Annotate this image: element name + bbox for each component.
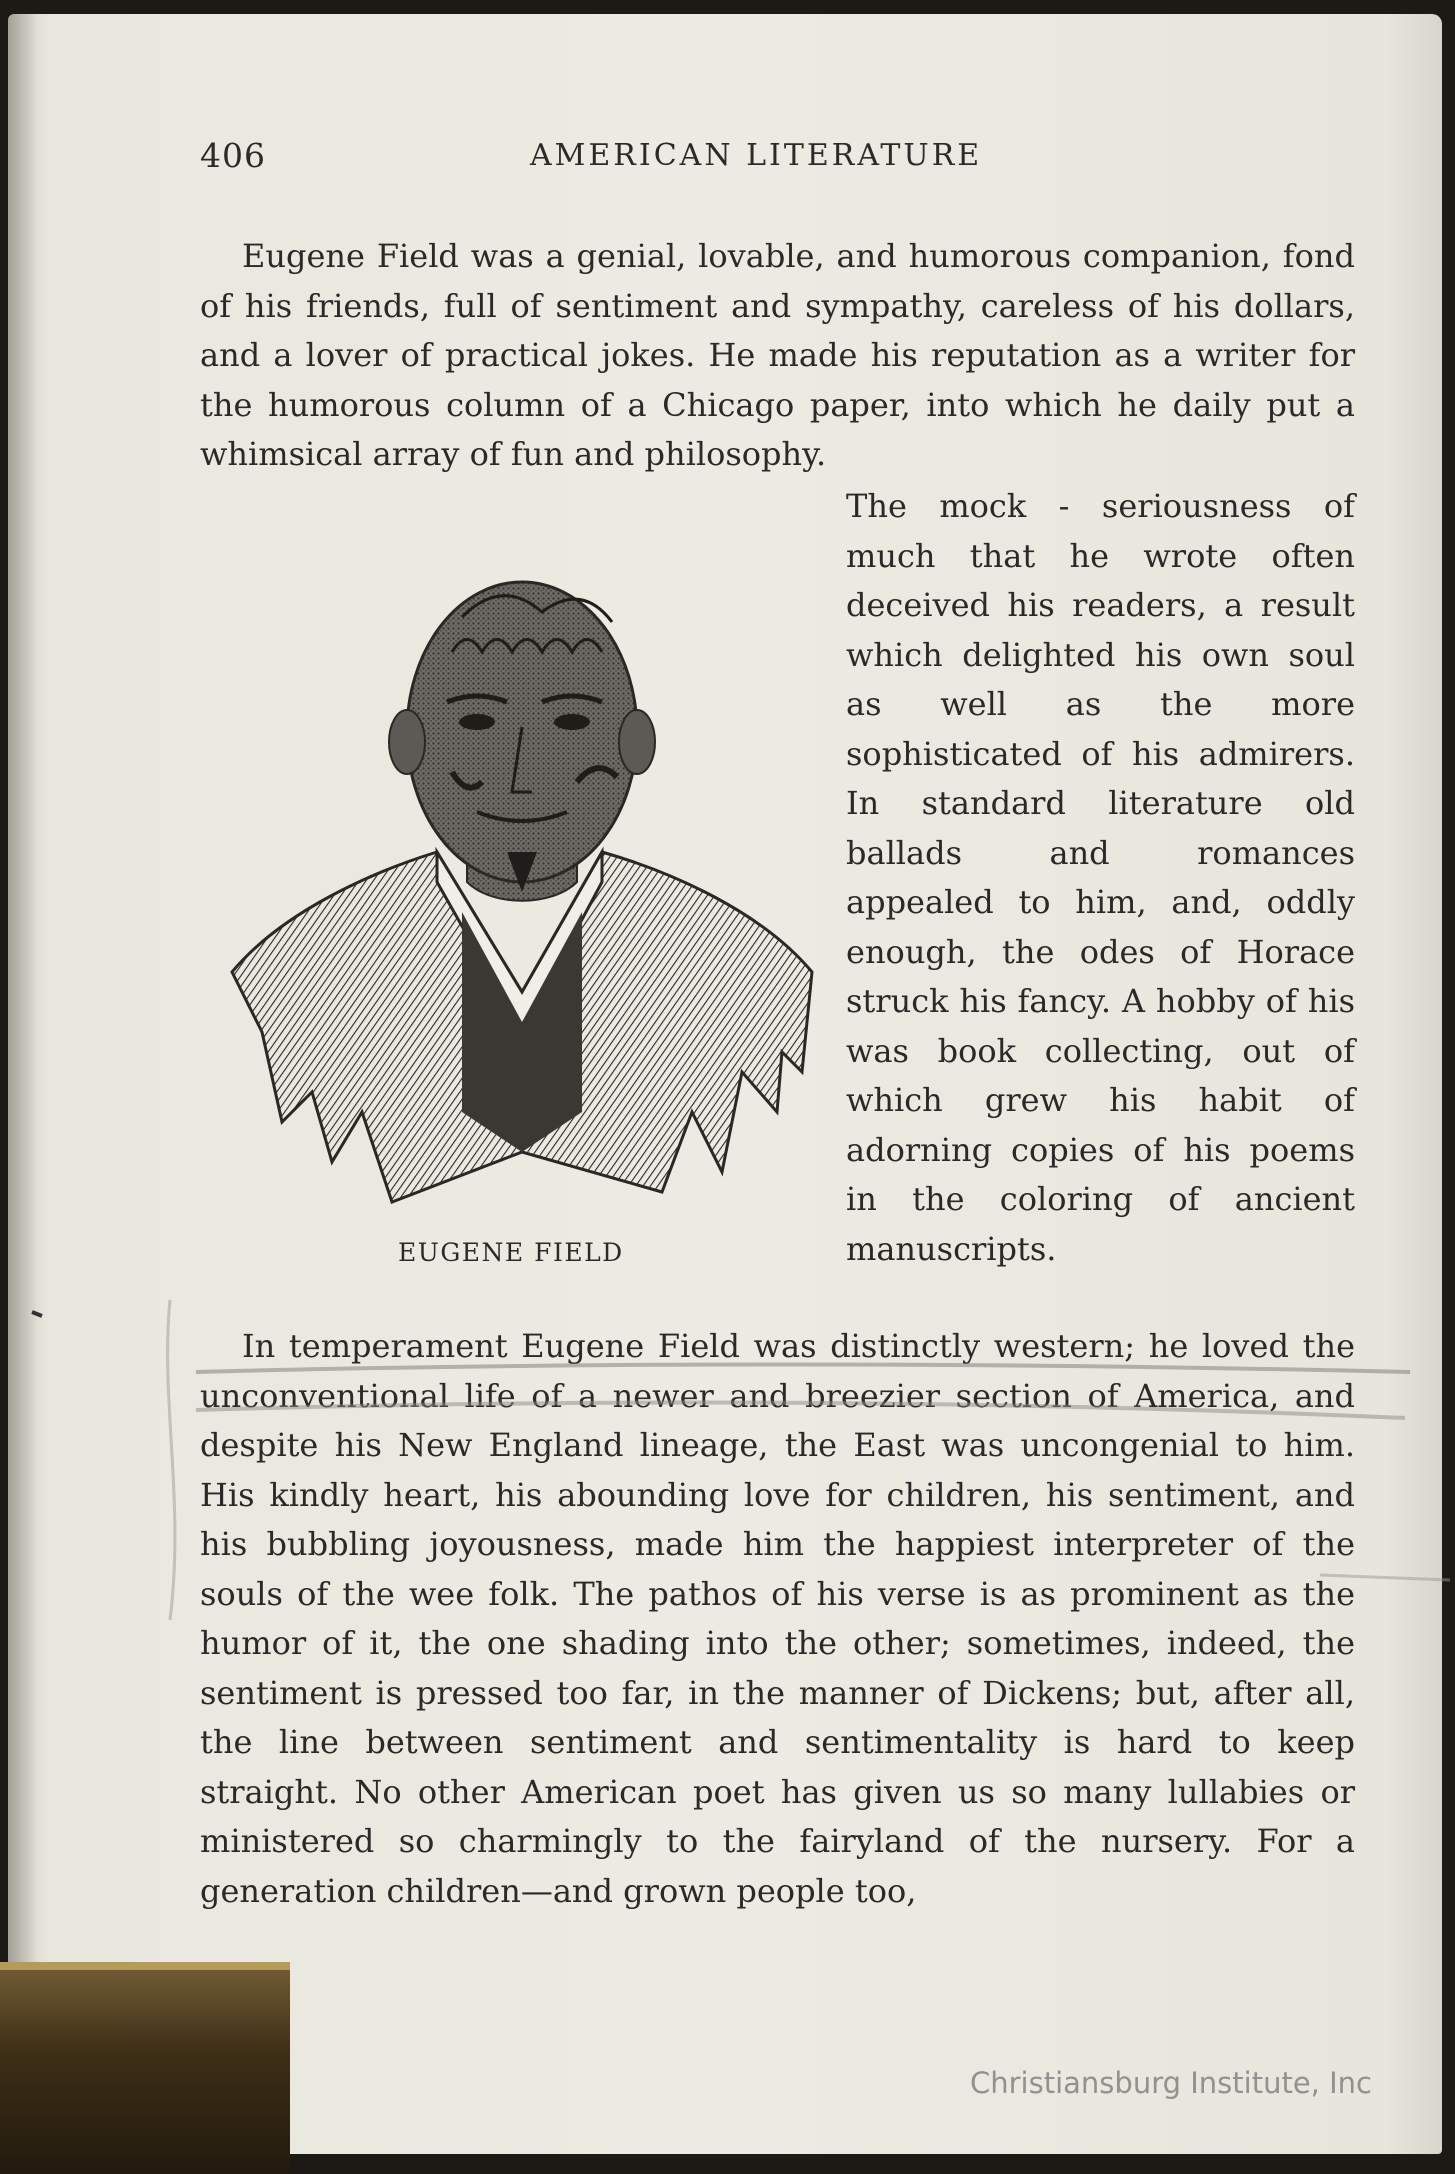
paragraph-1: Eugene Field was a genial, lovable, and humorous companion, fond of his friends, full of sentiment and sympathy, careless of his dollars, and a lover of practical jokes. He made his reputation as a writer for the humorous column of a Chicago paper, into which he daily put a whimsical array of fun and philosophy. [200, 237, 1355, 473]
paragraph-2: The mock - seriousness of much that he wrote often deceived his readers, a result which delighted his own soul as well as the more sophisticated of his admirers. In standard literature old ballads and romances appealed to him, and, oddly enough, the odes of Horace struck his fancy. A hobby of his was book collecting, out of which grew his habit of adorning copies of his poems in the coloring of ancient manuscripts. [846, 487, 1355, 1268]
page-number: 406 [200, 136, 266, 175]
book-cover-corner [0, 1962, 290, 2174]
page-gutter-shadow [8, 14, 38, 2154]
running-head [200, 132, 1355, 182]
paragraph-3: In temperament Eugene Field was distinctly western; he loved the unconventional life of a newer and breezier section of America, and despite his New England lineage, the East was uncongenial to him. His kindly heart, his abounding love for children, his sentiment, and his bubbling joyousness, made him the happiest interpreter of the souls of the wee folk. The pathos of his verse is as prominent as the humor of it, the one shading into the other; sometimes, indeed, the sentiment is pressed too far, in the manner of Dickens; but, after all, the line between sentiment and sentimentality is hard to keep straight. No other American poet has given us so many lullabies or ministered so charmingly to the fairyland of the nursery. For a generation children—and grown people too, [200, 1327, 1355, 1910]
illustration-caption: EUGENE FIELD [398, 1238, 624, 1267]
running-title: AMERICAN LITERATURE [530, 138, 983, 173]
portrait-illustration [222, 552, 822, 1222]
watermark: Christiansburg Institute, Inc [970, 2066, 1372, 2100]
